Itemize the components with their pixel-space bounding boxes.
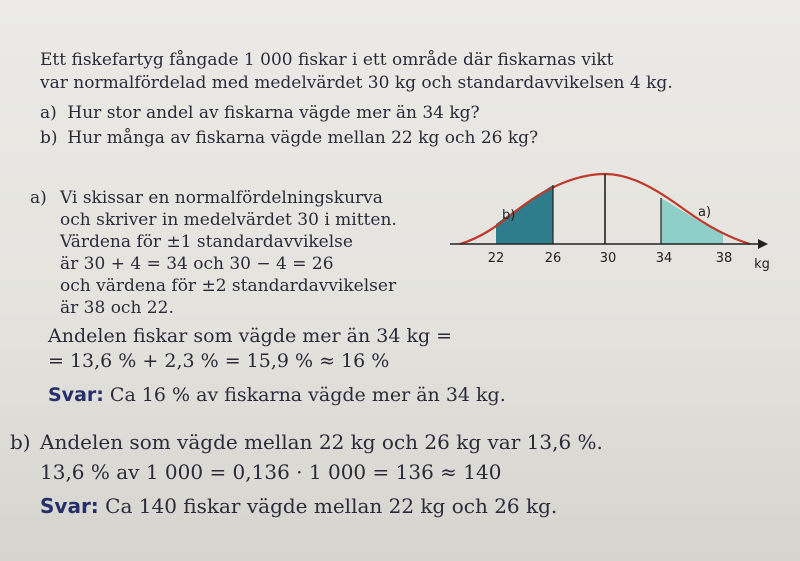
solution-a-line-2: och skriver in medelvärdet 30 i mitten. [60, 210, 397, 230]
solution-b-line-2: 13,6 % av 1 000 = 0,136 · 1 000 = 136 ≈ 140 [40, 460, 502, 484]
problem-line-2: var normalfördelad med medelvärdet 30 kg och standardavvikelsen 4 kg. [40, 73, 673, 93]
question-b [40, 128, 538, 148]
svar-a-label: Svar: [48, 384, 104, 406]
svar-b [40, 494, 557, 518]
solution-a-line-3: Värdena för ±1 standardavvikelse [60, 232, 353, 252]
solution-a-line-6: är 38 och 22. [60, 298, 174, 318]
svar-a-text: Ca 16 % av fiskarna vägde mer än 34 kg. [109, 384, 506, 406]
x-axis-arrow [758, 239, 768, 249]
tick-label-38: 38 [715, 251, 733, 266]
question-a [40, 103, 480, 123]
tick-label-34: 34 [655, 251, 673, 266]
problem-line-1: Ett fiskefartyg fångade 1 000 fiskar i ett område där fiskarnas vikt [40, 50, 614, 70]
solution-a-line-4: är 30 + 4 = 34 och 30 − 4 = 26 [60, 254, 334, 274]
solution-a-line-5: och värdena för ±2 standardavvikelser [60, 276, 397, 296]
svar-b-label: Svar: [40, 494, 99, 518]
solution-a-line-1: Vi skissar en normalfördelningskurva [60, 188, 383, 208]
svar-b-text: Ca 140 fiskar vägde mellan 22 kg och 26 kg. [105, 494, 558, 518]
andel-line-1: Andelen fiskar som vägde mer än 34 kg = [48, 325, 453, 347]
solution-b-label: b) [10, 430, 31, 454]
region-b-label: b) [502, 208, 516, 223]
normal-distribution-sketch [440, 150, 780, 280]
question-a-label: a) [40, 103, 57, 123]
region-a-label: a) [698, 205, 712, 220]
solution-a-label: a) [30, 188, 47, 208]
andel-line-2: = 13,6 % + 2,3 % = 15,9 % ≈ 16 % [48, 350, 390, 372]
question-a-text: Hur stor andel av fiskarna vägde mer än 34 kg? [67, 103, 480, 123]
question-b-text: Hur många av fiskarna vägde mellan 22 kg och 26 kg? [67, 128, 539, 148]
solution-b-line-1: Andelen som vägde mellan 22 kg och 26 kg var 13,6 %. [40, 430, 603, 454]
axis-unit-label: kg [754, 257, 770, 272]
tick-label-22: 22 [487, 251, 505, 266]
tick-label-30: 30 [599, 251, 617, 266]
question-b-label: b) [40, 128, 58, 148]
shaded-region-a [661, 198, 723, 244]
svar-a [48, 384, 506, 406]
tick-label-26: 26 [544, 251, 562, 266]
